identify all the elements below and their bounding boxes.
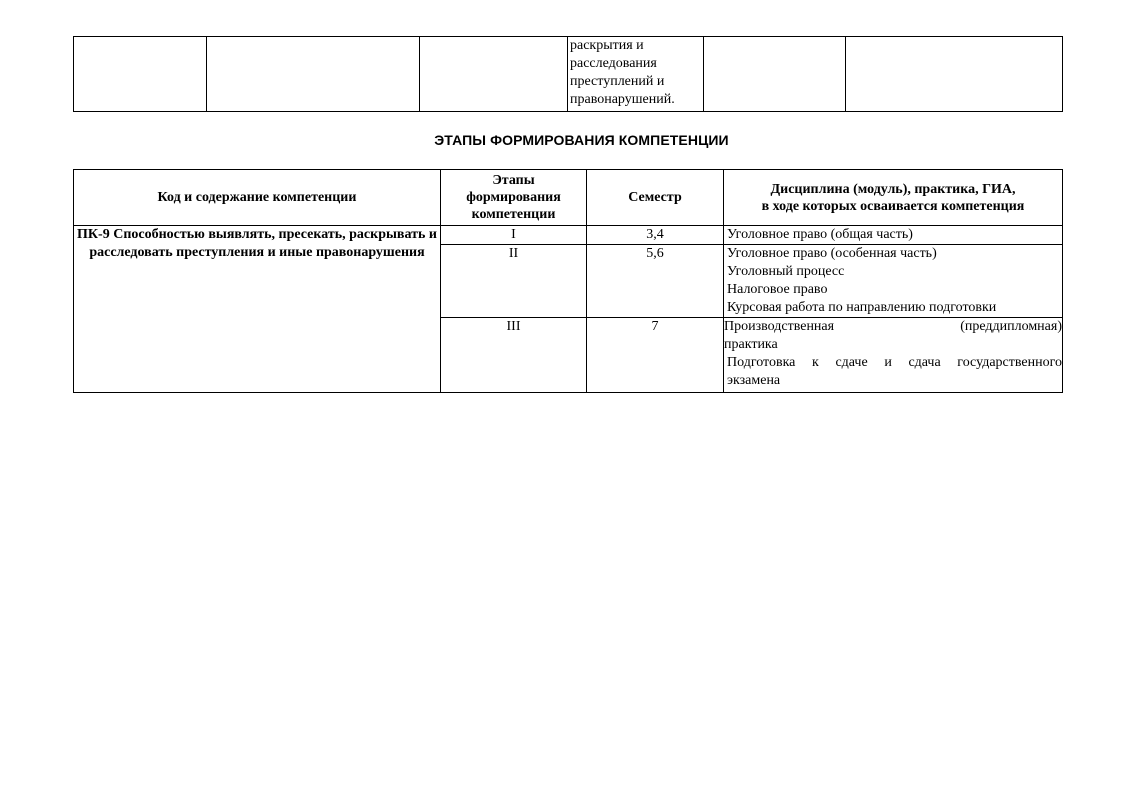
header-discipline-line: в ходе которых осваивается компетенция — [761, 198, 1025, 214]
discipline-item: экзамена — [727, 373, 781, 388]
discipline-cell — [724, 226, 1063, 245]
discipline-item: Курсовая работа по направлению подготовки — [727, 300, 997, 315]
stage-cell: III — [441, 318, 587, 393]
header-stages-line: Этапы — [492, 173, 535, 188]
header-stages-line: компетенции — [471, 207, 556, 222]
text-line: преступлений и — [570, 74, 665, 89]
discipline-item: практика — [724, 337, 778, 352]
continuation-text-cell — [568, 37, 704, 112]
stage-cell: II — [441, 245, 587, 318]
discipline-item: Производственная (преддипломная) — [724, 319, 1062, 334]
competence-stages-table — [73, 169, 1063, 393]
discipline-cell — [724, 245, 1063, 318]
competence-cell: ПК-9 Способностью выявлять, пресекать, раскрывать и расследовать преступления и иные правонарушения — [74, 226, 441, 393]
discipline-item: Уголовное право (особенная часть) — [727, 246, 937, 261]
discipline-cell — [724, 318, 1063, 393]
table-row — [74, 37, 1063, 112]
empty-cell — [207, 37, 420, 112]
semester-cell: 3,4 — [587, 226, 724, 245]
header-stages-line: формирования — [466, 190, 561, 205]
semester-cell: 7 — [587, 318, 724, 393]
header-stages — [441, 170, 587, 226]
empty-cell — [420, 37, 568, 112]
discipline-item: Подготовка к сдаче и сдача государственного — [727, 355, 1062, 370]
header-row — [74, 170, 1063, 226]
section-title: ЭТАПЫ ФОРМИРОВАНИЯ КОМПЕТЕНЦИИ — [434, 132, 729, 148]
discipline-item: Уголовное право (общая часть) — [727, 227, 913, 242]
empty-cell — [846, 37, 1063, 112]
header-discipline — [724, 170, 1063, 226]
continuation-table — [73, 36, 1063, 112]
discipline-item: Налоговое право — [727, 282, 828, 297]
table-row — [74, 226, 1063, 245]
empty-cell — [704, 37, 846, 112]
stage-cell: I — [441, 226, 587, 245]
text-line: расследования — [570, 56, 657, 71]
header-code: Код и содержание компетенции — [74, 170, 441, 226]
text-line: правонарушений. — [570, 92, 675, 107]
semester-cell: 5,6 — [587, 245, 724, 318]
header-discipline-line: Дисциплина (модуль), практика, ГИА, — [770, 181, 1016, 197]
discipline-item: Уголовный процесс — [727, 264, 845, 279]
header-semester: Семестр — [587, 170, 724, 226]
text-line: раскрытия и — [570, 38, 644, 53]
empty-cell — [74, 37, 207, 112]
